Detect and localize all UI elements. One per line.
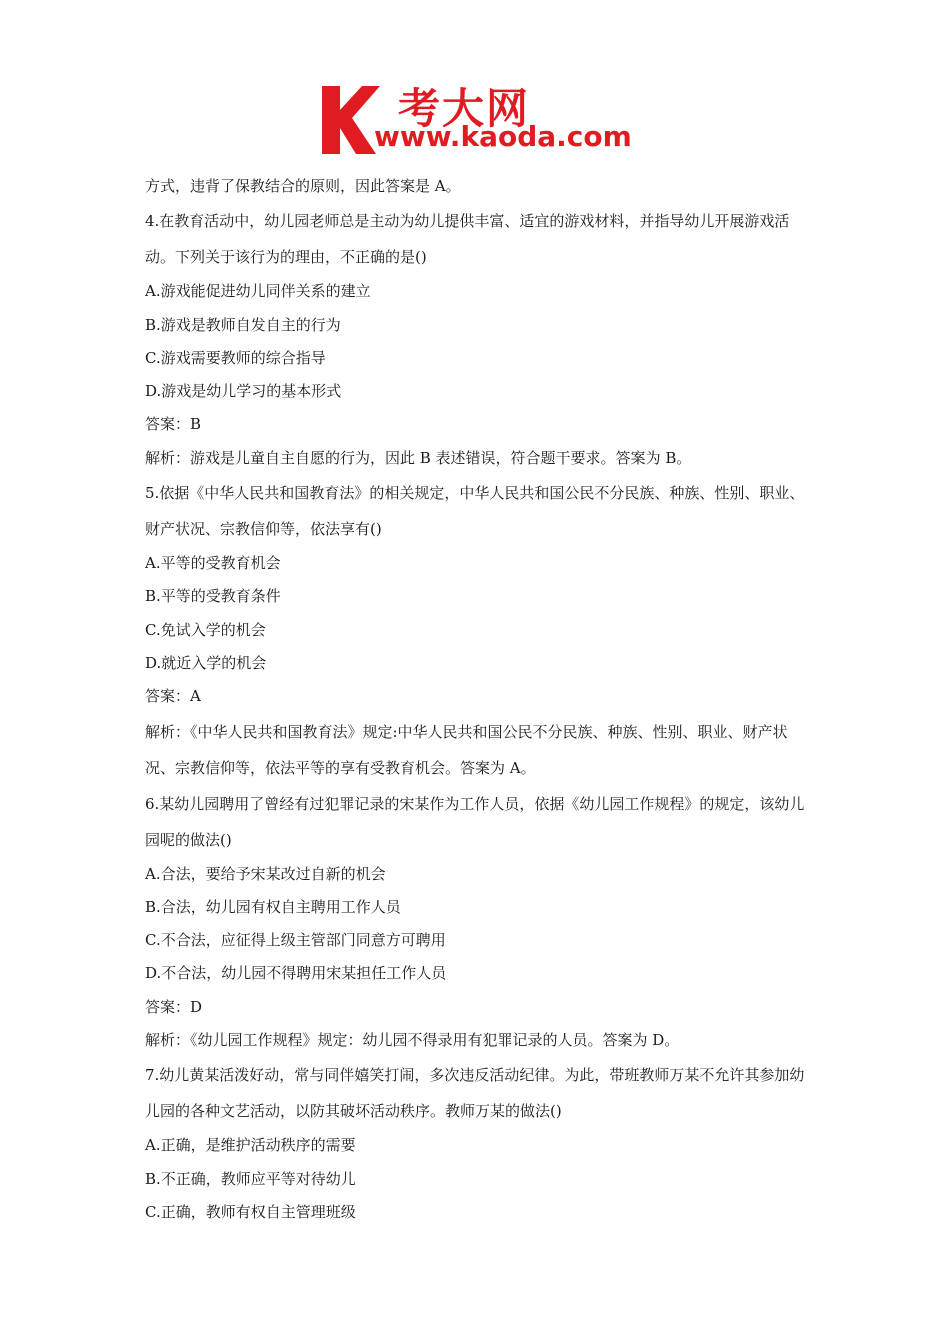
- question-6: 6.某幼儿园聘用了曾经有过犯罪记录的宋某作为工作人员，依据《幼儿园工作规程》的规定，该幼儿园呢的做法(): [145, 794, 805, 849]
- explanation-line: 解析：《中华人民共和国教育法》规定:中华人民共和国公民不分民族、种族、性别、职业、财产状况、宗教信仰等，依法平等的享有受教育机会。答案为 A。: [145, 722, 788, 777]
- question-4: 4.在教育活动中，幼儿园老师总是主动为幼儿提供丰富、适宜的游戏材料，并指导幼儿开展游戏活动。下列关于该行为的理由，不正确的是(): [145, 212, 790, 267]
- document-body: [145, 170, 810, 1229]
- question-7: 7.幼儿黄某活泼好动，常与同伴嬉笑打闹，多次违反活动纪律。为此，带班教师万某不允许其参加幼儿园的各种文艺活动，以防其破坏活动秩序。教师万某的做法(): [145, 1066, 805, 1121]
- text-line: 方式，违背了保教结合的原则，因此答案是 A。: [145, 177, 461, 195]
- brand-name: 考大网: [398, 84, 531, 133]
- option-line: C.不合法，应征得上级主管部门同意方可聘用: [145, 931, 446, 950]
- option-line: B.游戏是教师自发自主的行为: [145, 315, 341, 334]
- option-line: B.合法，幼儿园有权自主聘用工作人员: [145, 897, 401, 916]
- option-line: C.免试入学的机会: [145, 620, 266, 639]
- option-line: A.合法，要给予宋某改过自新的机会: [145, 864, 386, 883]
- option-line: B.平等的受教育条件: [145, 587, 281, 606]
- option-line: A.游戏能促进幼儿同伴关系的建立: [145, 282, 371, 301]
- option-line: D.就近入学的机会: [145, 653, 267, 672]
- answer-line: 答案：A: [145, 687, 201, 706]
- option-line: A.平等的受教育机会: [145, 554, 281, 573]
- kaoda-logo: [318, 80, 638, 156]
- brand-url: www.kaoda.com: [374, 120, 632, 153]
- question-5: 5.依据《中华人民共和国教育法》的相关规定，中华人民共和国公民不分民族、种族、性别、职业、财产状况、宗教信仰等，依法享有(): [145, 484, 805, 539]
- k-logo-icon: [318, 80, 380, 154]
- explanation-line: 解析：《幼儿园工作规程》规定：幼儿园不得录用有犯罪记录的人员。答案为 D。: [145, 1031, 680, 1050]
- explanation-line: 解析：游戏是儿童自主自愿的行为，因此 B 表述错误，符合题干要求。答案为 B。: [145, 448, 692, 467]
- answer-line: 答案：B: [145, 415, 202, 434]
- option-line: B.不正确，教师应平等对待幼儿: [145, 1169, 356, 1188]
- option-line: D.不合法，幼儿园不得聘用宋某担任工作人员: [145, 964, 447, 983]
- option-line: A.正确，是维护活动秩序的需要: [145, 1136, 356, 1155]
- answer-line: 答案：D: [145, 997, 203, 1016]
- option-line: C.游戏需要教师的综合指导: [145, 348, 326, 367]
- option-line: D.游戏是幼儿学习的基本形式: [145, 382, 342, 401]
- option-line: C.正确，教师有权自主管理班级: [145, 1202, 356, 1221]
